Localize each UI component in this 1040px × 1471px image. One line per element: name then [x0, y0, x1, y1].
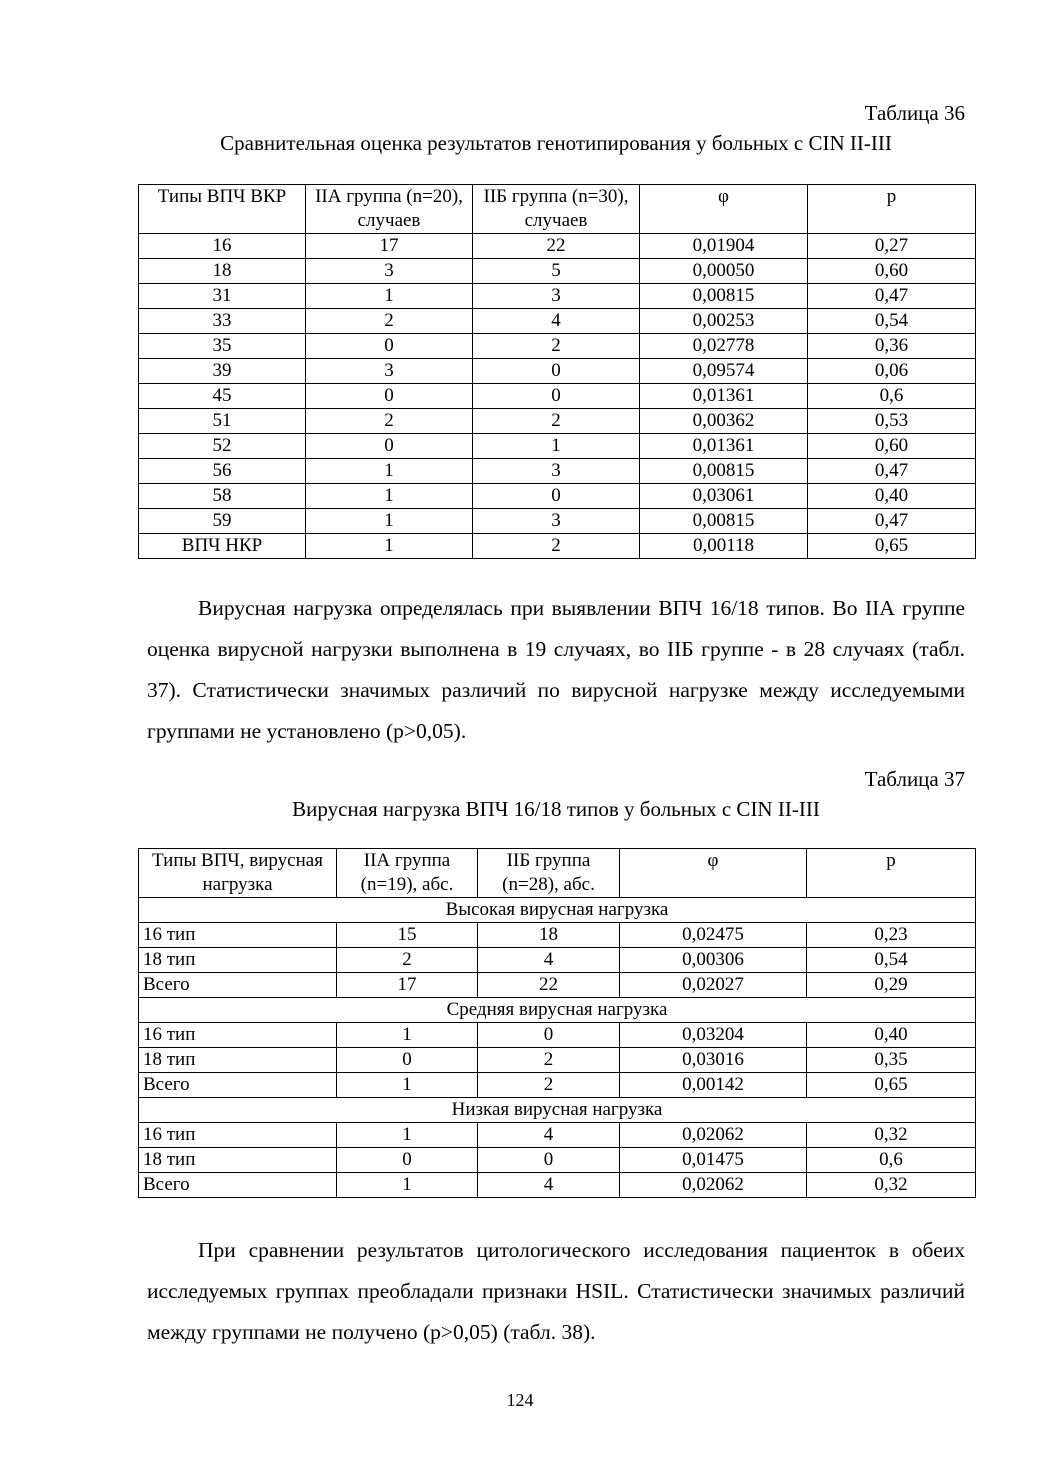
table-cell: 4 — [478, 1123, 620, 1148]
table-row — [139, 409, 976, 434]
table-cell: 2 — [478, 1073, 620, 1098]
table-cell: 0,02062 — [620, 1123, 807, 1148]
table-cell: 0,00362 — [640, 409, 808, 434]
table-cell: 0,02027 — [620, 973, 807, 998]
table-cell: 0,23 — [807, 923, 976, 948]
table-cell: 0 — [337, 1048, 478, 1073]
table-cell: 1 — [306, 534, 473, 559]
table-cell: 0,00142 — [620, 1073, 807, 1098]
table-cell: 0,01475 — [620, 1148, 807, 1173]
table-cell: 0,65 — [808, 534, 976, 559]
table-header-row — [139, 185, 976, 234]
table-cell: 0,6 — [807, 1148, 976, 1173]
paragraph-cytology: При сравнении результатов цитологического исследования пациенток в обеих исследуемых группах преобладали признаки HSIL. Статистически значимых различий между группами не получено (p>0,05) (табл. 38). — [147, 1238, 965, 1344]
table-cell: 1 — [306, 484, 473, 509]
table-cell: 0 — [473, 384, 640, 409]
table-cell: Всего — [139, 1073, 337, 1098]
table-header-cell: IIА группа (n=19), абс. — [337, 849, 478, 898]
table-cell: 0 — [306, 384, 473, 409]
table-cell: 0 — [478, 1023, 620, 1048]
table-cell: 0,00306 — [620, 948, 807, 973]
table-cell: 1 — [473, 434, 640, 459]
table-row — [139, 309, 976, 334]
table-cell: 16 тип — [139, 1123, 337, 1148]
page-number: 124 — [506, 1390, 534, 1410]
table-cell: 0 — [478, 1148, 620, 1173]
section-title-cell: Средняя вирусная нагрузка — [139, 998, 976, 1023]
table-row — [139, 1048, 976, 1073]
table-cell: 0,54 — [807, 948, 976, 973]
table-cell: 18 — [478, 923, 620, 948]
table-cell: 3 — [306, 359, 473, 384]
table-cell: 3 — [473, 509, 640, 534]
table-row — [139, 284, 976, 309]
table-cell: Всего — [139, 973, 337, 998]
table-cell: 0 — [306, 434, 473, 459]
table37-title: Вирусная нагрузка ВПЧ 16/18 типов у больных с CIN II-III — [292, 797, 820, 821]
table-cell: 0,32 — [807, 1173, 976, 1198]
table-cell: 0,03016 — [620, 1048, 807, 1073]
table-row — [139, 1073, 976, 1098]
table-row — [139, 923, 976, 948]
table37 — [138, 848, 976, 1198]
table-cell: 16 — [139, 234, 306, 259]
table-cell: 0,00253 — [640, 309, 808, 334]
table-cell: 4 — [478, 948, 620, 973]
table36 — [138, 184, 976, 559]
table-cell: 39 — [139, 359, 306, 384]
table-row — [139, 234, 976, 259]
table-cell: 0,47 — [808, 459, 976, 484]
table-cell: 0,35 — [807, 1048, 976, 1073]
table-row — [139, 484, 976, 509]
section-title-cell: Низкая вирусная нагрузка — [139, 1098, 976, 1123]
table-header-cell: IIА группа (n=20), случаев — [306, 185, 473, 234]
table-cell: 1 — [306, 284, 473, 309]
table-cell: 0,00815 — [640, 284, 808, 309]
table-row — [139, 973, 976, 998]
table36-title: Сравнительная оценка результатов генотипирования у больных с CIN II-III — [220, 131, 892, 155]
table-header-cell: p — [808, 185, 976, 234]
section-title-cell: Высокая вирусная нагрузка — [139, 898, 976, 923]
table-cell: 0,00050 — [640, 259, 808, 284]
table-cell: 0 — [473, 359, 640, 384]
table-cell: 0,6 — [808, 384, 976, 409]
table-cell: 0 — [306, 334, 473, 359]
table37-label: Таблица 37 — [864, 767, 965, 791]
table-cell: 2 — [306, 309, 473, 334]
table-cell: 0,40 — [807, 1023, 976, 1048]
table-cell: 0,01904 — [640, 234, 808, 259]
table-cell: 0,01361 — [640, 384, 808, 409]
table-cell: 1 — [337, 1123, 478, 1148]
table-cell: 17 — [306, 234, 473, 259]
table-cell: 0,01361 — [640, 434, 808, 459]
table-row — [139, 259, 976, 284]
table-header-cell: Типы ВПЧ ВКР — [139, 185, 306, 234]
table-cell: 4 — [473, 309, 640, 334]
table-cell: 2 — [473, 409, 640, 434]
table-cell: 2 — [473, 534, 640, 559]
table-header-cell: p — [807, 849, 976, 898]
table-cell: 45 — [139, 384, 306, 409]
table-cell: 59 — [139, 509, 306, 534]
table-cell: ВПЧ НКР — [139, 534, 306, 559]
table-cell: 5 — [473, 259, 640, 284]
paragraph-viral-load: Вирусная нагрузка определялась при выявлении ВПЧ 16/18 типов. Во IIА группе оценка вирусной нагрузки выполнена в 19 случаях, во IIБ группе - в 28 случаях (табл. 37). Статистически значимых различий по вирусной нагрузке между исследуемыми группами не установлено (p>0,05). — [147, 596, 965, 743]
table-row — [139, 434, 976, 459]
table-cell: 0,27 — [808, 234, 976, 259]
table-row — [139, 384, 976, 409]
table-cell: 18 тип — [139, 1048, 337, 1073]
table-cell: 0,60 — [808, 259, 976, 284]
table-section-row — [139, 898, 976, 923]
table-cell: 0,47 — [808, 284, 976, 309]
table-cell: 0,06 — [808, 359, 976, 384]
table-cell: 0,40 — [808, 484, 976, 509]
table-cell: 2 — [478, 1048, 620, 1073]
table-cell: 1 — [337, 1173, 478, 1198]
table-cell: 0 — [337, 1148, 478, 1173]
table-cell: 0,02778 — [640, 334, 808, 359]
table-cell: 16 тип — [139, 923, 337, 948]
table-header-cell: Типы ВПЧ, вирусная нагрузка — [139, 849, 337, 898]
table-section-row — [139, 1098, 976, 1123]
table-row — [139, 334, 976, 359]
table-cell: 17 — [337, 973, 478, 998]
table-row — [139, 459, 976, 484]
table-cell: 16 тип — [139, 1023, 337, 1048]
table-cell: 0,00118 — [640, 534, 808, 559]
table-cell: 0,00815 — [640, 459, 808, 484]
table-cell: 0,02062 — [620, 1173, 807, 1198]
table-cell: 1 — [306, 459, 473, 484]
table-cell: 0,03061 — [640, 484, 808, 509]
table-cell: 0,60 — [808, 434, 976, 459]
table-row — [139, 1173, 976, 1198]
table36-label: Таблица 36 — [864, 101, 965, 125]
table-row — [139, 509, 976, 534]
table-header-row — [139, 849, 976, 898]
table-cell: 22 — [473, 234, 640, 259]
table-cell: 51 — [139, 409, 306, 434]
table-row — [139, 948, 976, 973]
table-cell: 2 — [337, 948, 478, 973]
table-cell: 1 — [337, 1073, 478, 1098]
table-cell: 0,65 — [807, 1073, 976, 1098]
table-cell: 3 — [306, 259, 473, 284]
table-row — [139, 1148, 976, 1173]
table-cell: 4 — [478, 1173, 620, 1198]
table-cell: 56 — [139, 459, 306, 484]
table-section-row — [139, 998, 976, 1023]
table-cell: 1 — [337, 1023, 478, 1048]
table-cell: 3 — [473, 459, 640, 484]
table-header-cell: IIБ группа (n=30), случаев — [473, 185, 640, 234]
table-cell: 0,53 — [808, 409, 976, 434]
table-cell: 0,09574 — [640, 359, 808, 384]
table-cell: 18 — [139, 259, 306, 284]
table-row — [139, 1023, 976, 1048]
table-cell: 22 — [478, 973, 620, 998]
table-cell: 0,47 — [808, 509, 976, 534]
table-row — [139, 359, 976, 384]
table-cell: 15 — [337, 923, 478, 948]
table-cell: 0,54 — [808, 309, 976, 334]
table-cell: 0,36 — [808, 334, 976, 359]
table-cell: 0,03204 — [620, 1023, 807, 1048]
table-cell: 33 — [139, 309, 306, 334]
table-row — [139, 1123, 976, 1148]
table-header-cell: φ — [620, 849, 807, 898]
table-cell: 3 — [473, 284, 640, 309]
table-cell: Всего — [139, 1173, 337, 1198]
table-cell: 2 — [306, 409, 473, 434]
table-header-cell: IIБ группа (n=28), абс. — [478, 849, 620, 898]
table-cell: 58 — [139, 484, 306, 509]
table-cell: 0,00815 — [640, 509, 808, 534]
table-cell: 0,32 — [807, 1123, 976, 1148]
table-cell: 2 — [473, 334, 640, 359]
table-cell: 0 — [473, 484, 640, 509]
table-cell: 35 — [139, 334, 306, 359]
table-cell: 52 — [139, 434, 306, 459]
table-row — [139, 534, 976, 559]
table-cell: 0,02475 — [620, 923, 807, 948]
table-cell: 31 — [139, 284, 306, 309]
table-cell: 0,29 — [807, 973, 976, 998]
table-cell: 1 — [306, 509, 473, 534]
table-cell: 18 тип — [139, 1148, 337, 1173]
table-cell: 18 тип — [139, 948, 337, 973]
table-header-cell: φ — [640, 185, 808, 234]
